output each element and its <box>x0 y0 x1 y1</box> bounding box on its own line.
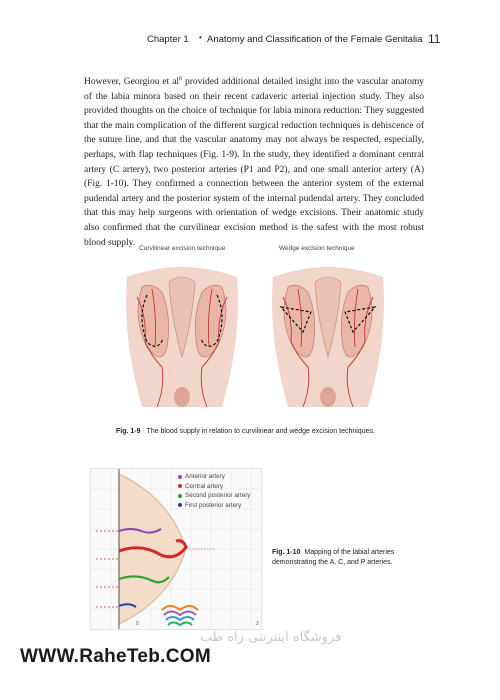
legend-dot <box>178 475 182 479</box>
legend-label: Second posterior artery <box>185 492 251 500</box>
reference-superscript: 6 <box>179 75 183 82</box>
watermark-persian: فروشگاه اینترنتی راه طب <box>200 630 342 645</box>
legend-label: Anterior artery <box>185 473 225 481</box>
body-text-start: However, Georgiou et al <box>84 77 180 87</box>
body-text-rest: provided additional detailed insight into the vascular anatomy of the labia minora based on their recent cadaveric arterial injection study. They also provided thoughts on the choice of technique for labia minora reduction: They suggested that the main complication of the different surgical reduction techniques is dehiscence of the suture line, and that the vascular anatomy may not always be respected, especially, perhaps, with flap techniques (Fig. 1-9). In the study, they identified a dominant central artery (C artery), two posterior arteries (P1 and P2), and one small anterior artery (A) (Fig. 1-10). They confirmed a connection between the anterior system of the external pudendal artery and the posterior system of the internal pudendal artery. They concluded that this may help surgeons with orientation of wedge excisions. Their anatomic study also confirmed that the curvilinear excision method is the safest with the most robust blood supply. <box>84 77 424 248</box>
figure-1-10-caption-label: Fig. 1-10 <box>272 549 301 556</box>
legend-dot <box>178 494 182 498</box>
figure-1-10-caption <box>272 548 412 567</box>
chapter-label: Chapter 1 <box>147 34 189 45</box>
running-head <box>0 32 500 46</box>
figure-1-9-caption <box>116 428 406 435</box>
chapter-title: Anatomy and Classification of the Female Genitalia <box>207 34 423 45</box>
figure-1-9 <box>117 245 393 415</box>
book-logo-icon <box>158 598 202 632</box>
artery-legend <box>178 472 250 510</box>
curvilinear-illustration <box>117 257 247 417</box>
figure-1-10-caption-text: Mapping of the labial arteries demonstrating the A, C, and P arteries. <box>272 549 395 566</box>
legend-item-second-posterior <box>178 491 250 501</box>
legend-item-central <box>178 482 250 492</box>
watermark-url: WWW.RaheTeb.COM <box>20 646 211 667</box>
legend-label: First posterior artery <box>185 501 242 509</box>
axis-mark-2: 2 <box>256 621 259 627</box>
wedge-illustration <box>263 257 393 417</box>
curvilinear-panel-label: Curvilinear excision technique <box>139 245 226 252</box>
legend-dot <box>178 484 182 488</box>
axis-mark-0: 0 <box>136 621 139 627</box>
page-number: 11 <box>428 32 441 46</box>
body-paragraph <box>84 75 424 250</box>
legend-label: Central artery <box>185 482 224 490</box>
figure-1-9-caption-text: The blood supply in relation to curvilinear and wedge excision techniques. <box>146 428 375 435</box>
legend-item-anterior <box>178 472 250 482</box>
legend-dot <box>178 503 182 507</box>
wedge-panel-label: Wedge excision technique <box>279 245 355 252</box>
figure-1-9-caption-label: Fig. 1-9 <box>116 428 141 435</box>
legend-item-first-posterior <box>178 501 250 511</box>
header-bullet: • <box>199 33 202 42</box>
